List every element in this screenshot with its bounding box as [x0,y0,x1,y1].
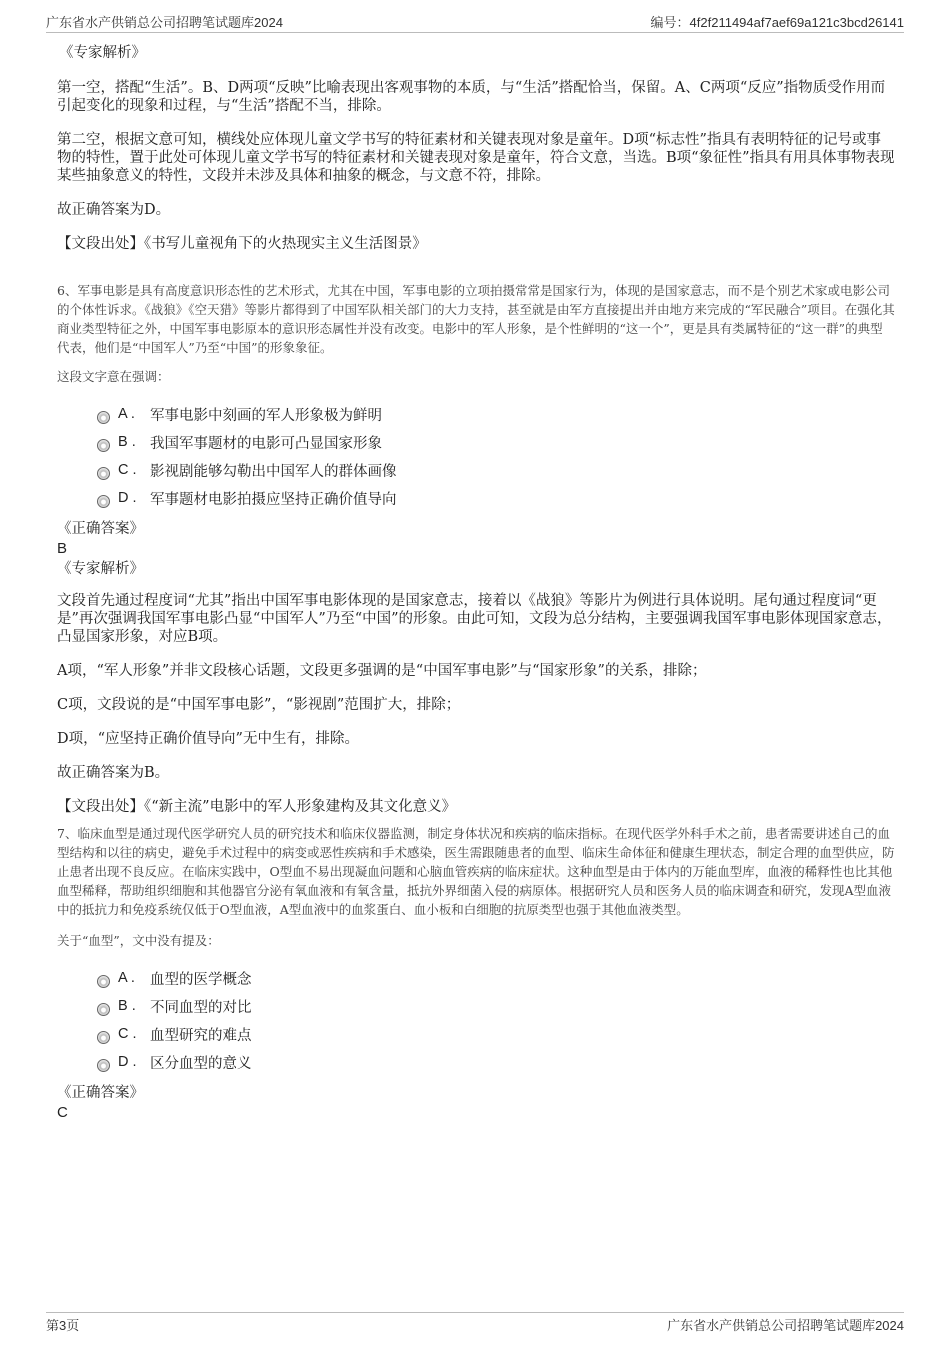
page-header [46,12,904,33]
question-prompt: 这段文字意在强调： [57,369,170,384]
page-footer [46,1312,904,1335]
option-text: 血型研究的难点 [150,1027,252,1044]
option-list [57,400,895,512]
radio-icon[interactable] [97,1003,110,1016]
option-text: 区分血型的意义 [150,1055,252,1072]
correct-answer-title: 《正确答案》 [57,1085,144,1101]
question-prompt: 关于“血型”，文中没有提及： [57,933,220,948]
radio-icon[interactable] [97,495,110,508]
radio-icon[interactable] [97,467,110,480]
footer-title: 广东省水产供销总公司招聘笔试题库2024 [667,1318,904,1333]
analysis-paragraph: D项，“应坚持正确价值导向”无中生有，排除。 [57,731,359,747]
option-text: 不同血型的对比 [150,999,252,1016]
radio-icon[interactable] [97,439,110,452]
analysis-conclusion: 故正确答案为B。 [57,765,170,781]
option-text: 军事题材电影拍摄应坚持正确价值导向 [150,491,397,508]
question-text: 6、军事电影是具有高度意识形态性的艺术形式，尤其在中国，军事电影的立项拍摄常常是国家行为，体现的是国家意志，而不是个别艺术家或电影公司的个体性诉求。《战狼》《空天猎》等影片都得到了中国军队相关部门的大力支持，甚至就是由军方直接提出并由地方来完成的“军民融合”项目。在强化其商业类型特征之外，中国军事电影原本的意识形态属性并没有改变。电影中的军人形象，是个性鲜明的“这一个”，更是具有类属特征的“这一群”的典型代表，他们是“中国军人”乃至“中国”的形象象征。 [57,283,895,355]
source-citation: 【文段出处】《“新主流”电影中的军人形象建构及其文化意义》 [57,799,457,815]
radio-icon[interactable] [97,1031,110,1044]
option-list [57,964,895,1076]
radio-icon[interactable] [97,975,110,988]
source-citation: 【文段出处】《书写儿童视角下的火热现实主义生活图景》 [57,236,427,252]
option-b[interactable] [97,992,895,1020]
option-c[interactable] [97,1020,895,1048]
header-code [651,12,904,31]
analysis-paragraph: 文段首先通过程度词“尤其”指出中国军事电影体现的是国家意志，接着以《战狼》等影片为例进行具体说明。尾句通过程度词“更是”再次强调我国军事电影凸显“中国军人”乃至“中国”的形象。由此可知，文段为总分结构，主要强调我国军事电影体现国家意志，凸显国家形象，对应B项。 [57,593,892,645]
analysis-paragraph: C项，文段说的是“中国军事电影”，“影视剧”范围扩大，排除； [57,697,461,713]
page-content [57,44,895,1121]
option-letter: B . [118,998,136,1014]
option-a[interactable] [97,400,895,428]
option-letter: D . [118,1054,137,1070]
analysis-conclusion: 故正确答案为D。 [57,202,171,218]
correct-answer: C [57,1104,68,1121]
correct-answer: B [57,540,68,557]
header-code-value: 4f2f211494af7aef69a121c3bcd26141 [689,15,904,30]
correct-answer-title: 《正确答案》 [57,521,144,537]
option-text: 我国军事题材的电影可凸显国家形象 [150,435,382,452]
option-letter: A . [118,970,135,986]
option-text: 军事电影中刻画的军人形象极为鲜明 [150,407,382,424]
expert-analysis-title: 《专家解析》 [59,45,146,61]
analysis-paragraph: A项，“军人形象”并非文段核心话题，文段更多强调的是“中国军事电影”与“国家形象”的关系，排除； [57,663,707,679]
analysis-paragraph: 第二空，根据文意可知，横线处应体现儿童文学书写的特征素材和关键表现对象是童年。D项“标志性”指具有表明特征的记号或事物的特性，置于此处可体现儿童文学书写的特征素材和关键表现对象是童年，符合文意，当选。B项“象征性”指具有用具体事物表现某些抽象意义的特性，文段并未涉及具体和抽象的概念，与文意不符，排除。 [57,132,895,184]
expert-analysis-title: 《专家解析》 [57,561,144,577]
option-text: 血型的医学概念 [150,971,252,988]
analysis-paragraph: 第一空，搭配“生活”。B、D两项“反映”比喻表现出客观事物的本质，与“生活”搭配恰当，保留。A、C两项“反应”指物质受作用而引起变化的现象和过程，与“生活”搭配不当，排除。 [57,80,886,114]
header-code-label: 编号： [650,15,690,30]
option-letter: C . [118,1026,137,1042]
option-letter: C . [118,462,137,478]
radio-icon[interactable] [97,411,110,424]
option-letter: D . [118,490,137,506]
radio-icon[interactable] [97,1059,110,1072]
option-letter: A . [118,406,135,422]
page-number: 第3页 [46,1318,80,1333]
option-c[interactable] [97,456,895,484]
header-title: 广东省水产供销总公司招聘笔试题库2024 [46,15,283,30]
option-letter: B . [118,434,136,450]
option-d[interactable] [97,1048,895,1076]
option-a[interactable] [97,964,895,992]
option-text: 影视剧能够勾勒出中国军人的群体画像 [150,463,397,480]
option-b[interactable] [97,428,895,456]
question-text: 7、临床血型是通过现代医学研究人员的研究技术和临床仪器监测，制定身体状况和疾病的临床指标。在现代医学外科手术之前，患者需要讲述自己的血型结构和以往的病史，避免手术过程中的病变或恶性疾病和手术感染，医生需跟随患者的血型、临床生命体征和健康生理状态，制定合理的血型供应，防止患者出现不良反应。在临床实践中，O型血不易出现凝血问题和心脑血管疾病的临床症状。这种血型是由于体内的万能血型库，血液的稀释性也比其他血型稀释，帮助组织细胞和其他器官分泌有氧血液和有氧含量，抵抗外界细菌入侵的病原体。根据研究人员和医务人员的临床调查和研究，发现A型血液中的抵抗力和免疫系统仅低于O型血液，A型血液中的血浆蛋白、血小板和白细胞的抗原类型也强于其他血液类型。 [57,826,895,917]
option-d[interactable] [97,484,895,512]
